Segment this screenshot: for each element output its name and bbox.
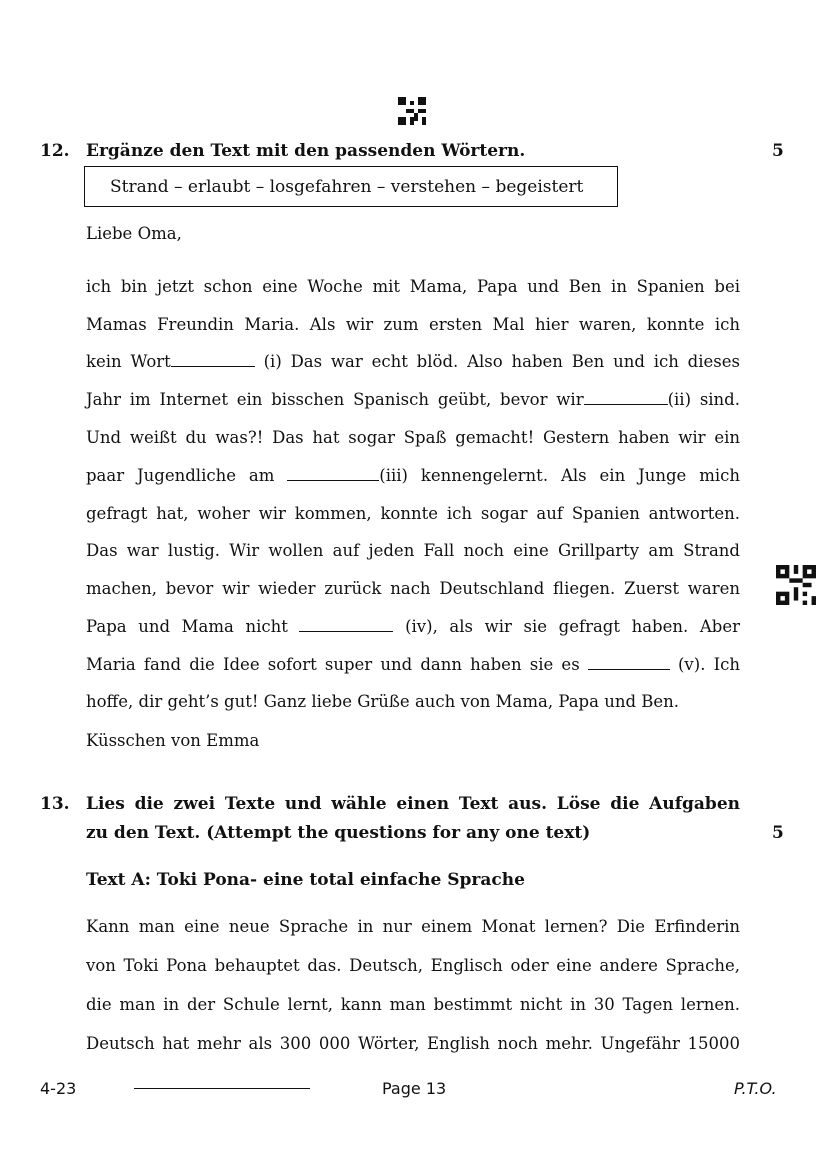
question-13-instruction-line1: Lies die zwei Texte und wähle einen Text aus. Löse die Aufgaben xyxy=(86,794,740,814)
letter-line: ich bin jetzt schon eine Woche mit Mama, Papa und Ben in Spanien bei xyxy=(86,277,740,296)
letter-text: kein Wort xyxy=(86,352,171,371)
text-a-title: Text A: Toki Pona- eine total einfache Sprache xyxy=(86,870,525,890)
letter-text: (v). Ich xyxy=(669,655,740,674)
footer-divider xyxy=(134,1088,310,1089)
letter-line: Das war lustig. Wir wollen auf jeden Fall noch eine Grillparty am Strand xyxy=(86,541,740,560)
letter-text: (iv), als wir sie gefragt haben. Aber xyxy=(393,617,740,636)
text-a-line: von Toki Pona behauptet das. Deutsch, Englisch oder eine andere Sprache, xyxy=(86,956,740,975)
blank-iii[interactable] xyxy=(287,466,379,481)
word-box-text: Strand – erlaubt – losgefahren – verstehen – begeistert xyxy=(110,176,584,197)
letter-line xyxy=(86,617,740,637)
question-12-instruction: Ergänze den Text mit den passenden Wörtern. xyxy=(86,141,526,161)
question-13-instruction-line2: zu den Text. (Attempt the questions for any one text) xyxy=(86,823,591,843)
text-a-line: Kann man eine neue Sprache in nur einem Monat lernen? Die Erfinderin xyxy=(86,917,740,936)
letter-line: machen, bevor wir wieder zurück nach Deutschland fliegen. Zuerst waren xyxy=(86,579,740,598)
letter-text: Papa und Mama nicht xyxy=(86,617,300,636)
footer-page-number: Page 13 xyxy=(382,1079,447,1098)
letter-line: gefragt hat, woher wir kommen, konnte ich sogar auf Spanien antworten. xyxy=(86,504,740,523)
letter-text: Jahr im Internet ein bisschen Spanisch geübt, bevor wir xyxy=(86,390,584,409)
question-12-marks: 5 xyxy=(772,141,784,161)
letter-line xyxy=(86,352,740,372)
blank-iv[interactable] xyxy=(299,617,393,632)
letter-text: paar Jugendliche am xyxy=(86,466,288,485)
letter-greeting: Liebe Oma, xyxy=(86,224,182,243)
letter-text: Maria fand die Idee sofort super und dann haben sie es xyxy=(86,655,588,674)
letter-line xyxy=(86,466,740,486)
letter-text: (iii) kennengelernt. Als ein Junge mich xyxy=(379,466,740,485)
text-a-line: die man in der Schule lernt, kann man bestimmt nicht in 30 Tagen lernen. xyxy=(86,995,740,1014)
question-13-marks: 5 xyxy=(772,823,784,843)
question-number-13: 13. xyxy=(40,794,70,814)
letter-line: Mamas Freundin Maria. Als wir zum ersten Mal hier waren, konnte ich xyxy=(86,315,740,334)
letter-line xyxy=(86,655,740,675)
letter-line xyxy=(86,390,740,410)
question-number-12: 12. xyxy=(40,141,70,161)
blank-i[interactable] xyxy=(171,352,255,367)
letter-line: hoffe, dir geht’s gut! Ganz liebe Grüße auch von Mama, Papa und Ben. xyxy=(86,692,680,711)
qr-code-top xyxy=(398,97,426,125)
blank-v[interactable] xyxy=(588,655,670,670)
letter-text: (ii) sind. xyxy=(667,390,740,409)
letter-text: (i) Das war echt blöd. Also haben Ben und ich dieses xyxy=(254,352,740,371)
blank-ii[interactable] xyxy=(584,390,668,405)
word-box xyxy=(84,166,618,207)
letter-line: Und weißt du was?! Das hat sogar Spaß gemacht! Gestern haben wir ein xyxy=(86,428,740,447)
qr-code-side xyxy=(776,565,816,605)
footer-code: 4-23 xyxy=(40,1079,77,1098)
text-a-line: Deutsch hat mehr als 300 000 Wörter, English noch mehr. Ungefähr 15000 xyxy=(86,1034,740,1053)
footer-pto: P.T.O. xyxy=(734,1079,777,1098)
letter-signoff: Küsschen von Emma xyxy=(86,731,260,750)
